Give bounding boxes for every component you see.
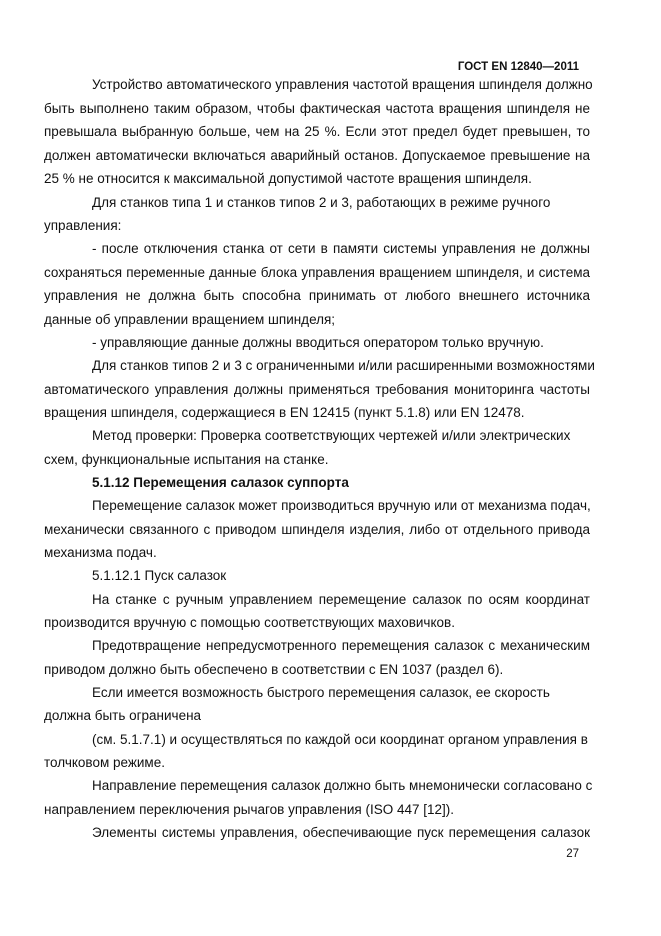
text-line: производится вручную с помощью соответствующих маховичков.	[44, 615, 455, 630]
text-line: схем, функциональные испытания на станке.	[44, 452, 329, 467]
list-item-line: - управляющие данные должны вводиться оператором только вручную.	[92, 335, 544, 350]
text-line: механически связанного с приводом шпинделя изделия, либо от отдельного привода	[44, 522, 590, 537]
subsection-heading: 5.1.12.1 Пуск салазок	[92, 568, 227, 583]
text-line: быть выполнено таким образом, чтобы фактическая частота вращения шпинделя не	[44, 101, 590, 116]
text-line: толчковом режиме.	[44, 755, 165, 770]
text-line: Перемещение салазок может производиться вручную или от механизма подач,	[92, 498, 591, 513]
text-line: направлением переключения рычагов управления (ISO 447 [12]).	[44, 802, 455, 817]
text-line: Для станков типов 2 и 3 с ограниченными и/или расширенными возможностями	[92, 358, 595, 373]
text-line: должна быть ограничена	[44, 708, 202, 723]
text-line: управления:	[44, 218, 122, 233]
text-line: Метод проверки: Проверка соответствующих чертежей и/или электрических	[92, 428, 571, 443]
text-line: Устройство автоматического управления частотой вращения шпинделя должно	[92, 77, 593, 92]
text-line: автоматического управления должны применяться требования мониторинга частоты	[44, 382, 590, 397]
list-item-line: - после отключения станка от сети в памяти системы управления не должны	[92, 241, 590, 256]
section-heading: 5.1.12 Перемещения салазок суппорта	[92, 475, 349, 490]
text-line: Для станков типа 1 и станков типов 2 и 3, работающих в режиме ручного	[92, 195, 551, 210]
text-line: данные об управлении вращением шпинделя;	[44, 312, 336, 327]
text-line: 25 % не относится к максимальной допустимой частоте вращения шпинделя.	[44, 171, 532, 186]
text-line: превышала выбранную больше, чем на 25 %. Если этот предел будет превышен, то	[44, 124, 590, 139]
document-code-header: ГОСТ EN 12840—2011	[457, 61, 579, 73]
text-line: сохраняться переменные данные блока управления вращением шпинделя, и система	[44, 265, 590, 280]
text-line: Элементы системы управления, обеспечивающие пуск перемещения салазок	[92, 825, 590, 840]
text-line: приводом должно быть обеспечено в соответствии с EN 1037 (раздел 6).	[44, 662, 504, 677]
page-number: 27	[566, 848, 579, 860]
text-line: (см. 5.1.7.1) и осуществляться по каждой оси координат органом управления в	[92, 732, 588, 747]
text-line: механизма подач.	[44, 545, 157, 560]
text-line: Предотвращение непредусмотренного перемещения салазок с механическим	[92, 638, 590, 653]
text-line: Направление перемещения салазок должно быть мнемонически согласовано с	[92, 778, 593, 793]
text-line: должен автоматически включаться аварийный останов. Допускаемое превышение на	[44, 148, 590, 163]
text-line: Если имеется возможность быстрого перемещения салазок, ее скорость	[92, 685, 550, 700]
text-line: На станке с ручным управлением перемещение салазок по осям координат	[92, 592, 590, 607]
text-line: вращения шпинделя, содержащиеся в EN 12415 (пункт 5.1.8) или EN 12478.	[44, 405, 525, 420]
text-line: управления не должна быть способна принимать от любого внешнего источника	[44, 288, 590, 303]
